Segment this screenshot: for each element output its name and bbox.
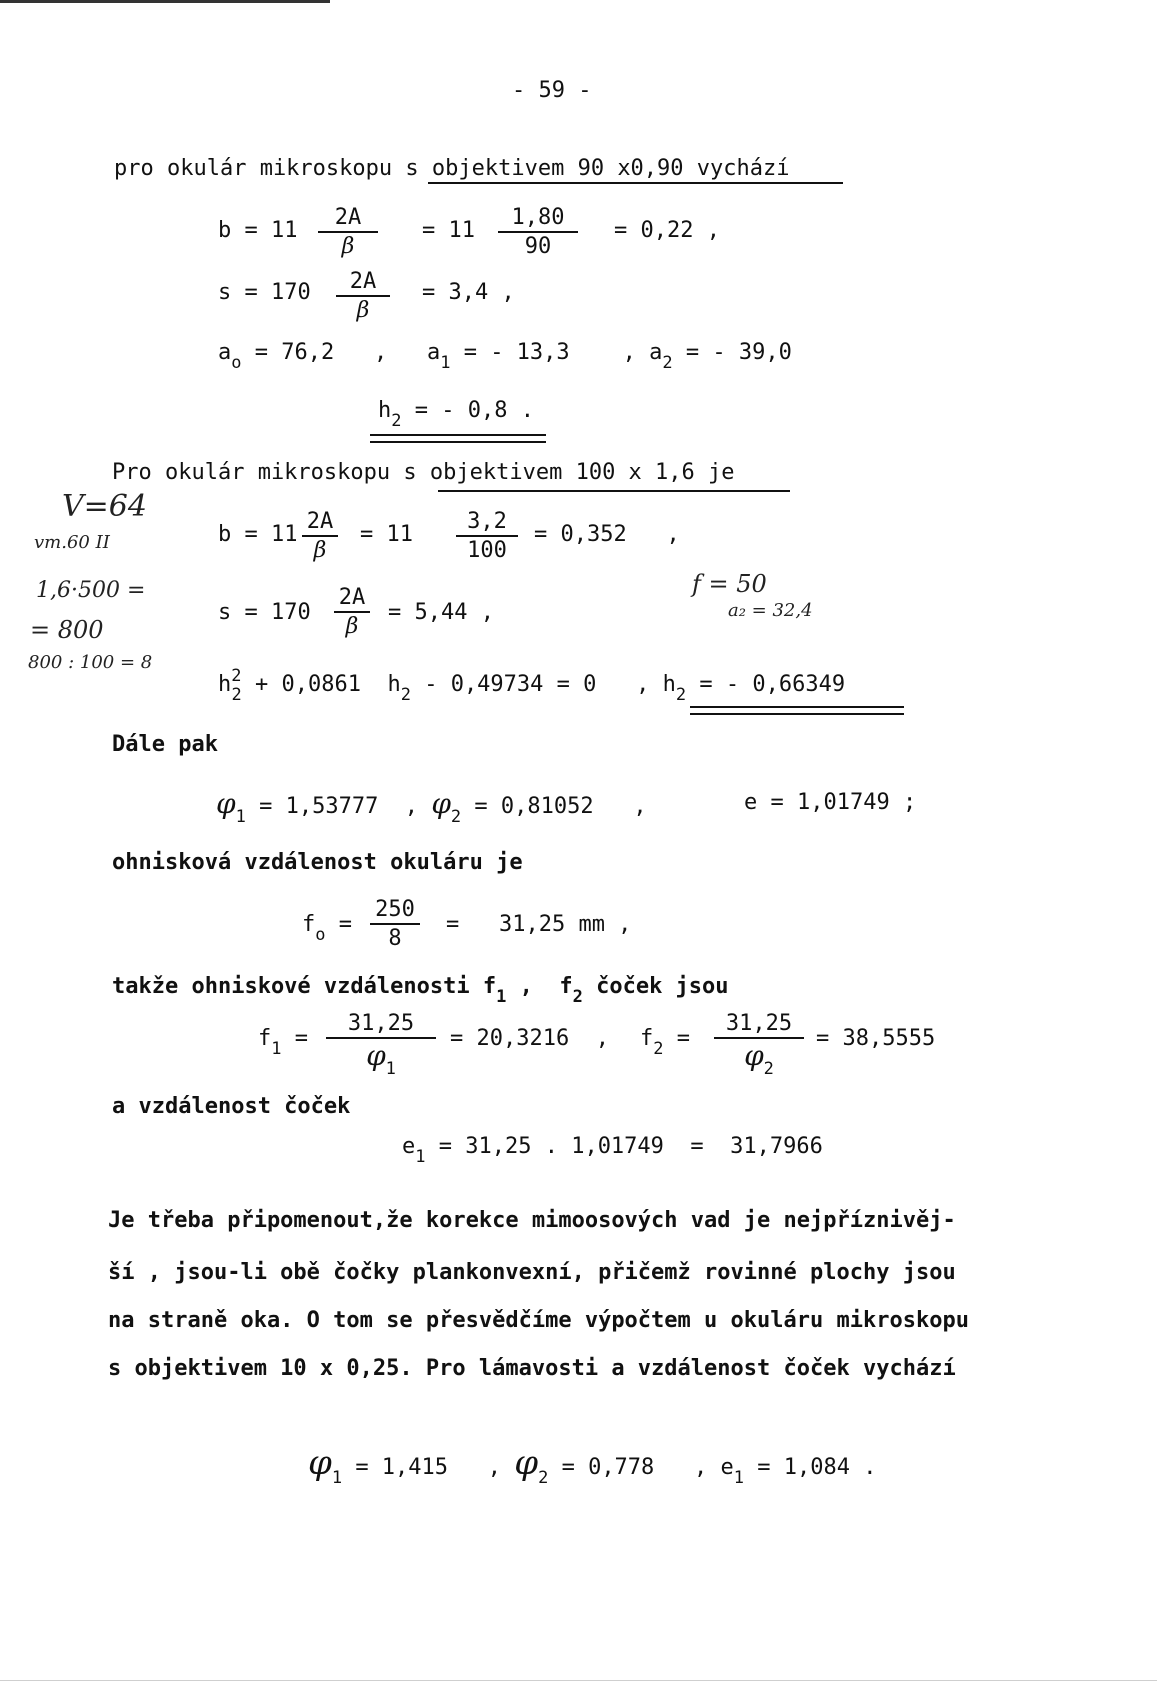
handwritten-line2: = 800 [30, 616, 104, 644]
phi2-sub: 2 [450, 807, 462, 827]
frac-bar [302, 535, 338, 537]
e1-val: = 1,084 . [757, 1455, 877, 1480]
frac-num: 2A [334, 205, 362, 230]
e-sub: 1 [415, 1147, 426, 1167]
a2-val: = - 39,0 [685, 340, 792, 365]
f1-sub: 1 [271, 1039, 282, 1059]
h2-result [378, 398, 534, 431]
a2: a [649, 340, 663, 365]
h2-underline-1 [690, 706, 904, 708]
phi2-sub: 2 [538, 1468, 549, 1488]
fraction-250-8 [370, 898, 420, 950]
h-val: = - 0,8 . [414, 398, 534, 423]
a-equations [218, 340, 792, 373]
s-lhs: s = 170 [218, 280, 311, 305]
handwritten-f-note: f = 50 [692, 570, 767, 598]
a1-sub: 1 [440, 353, 451, 373]
frac-bar [318, 231, 378, 233]
e-val: = 31,25 . 1,01749 = 31,7966 [438, 1134, 823, 1159]
a0-val: = 76,2 , [254, 340, 388, 365]
b-rhs: = 0,352 , [534, 522, 680, 547]
phi-values [216, 787, 647, 827]
frac-num: 2A [349, 269, 377, 294]
phi1-sub: 1 [331, 1468, 343, 1488]
h-sup: 2 [231, 666, 242, 686]
vzdalenost-label: a vzdálenost čoček [112, 1094, 351, 1119]
h2-val: = - 0,66349 [699, 672, 846, 697]
handwritten-line1: 1,6·500 = [36, 578, 146, 603]
e-value: e = 1,01749 ; [744, 790, 917, 815]
frac-den: 90 [524, 234, 552, 260]
frac-num: 1,80 [511, 205, 565, 230]
phi1-sub: 1 [235, 807, 246, 827]
h2-underline-2 [690, 713, 904, 715]
f2-rhs: = 38,5555 [816, 1026, 936, 1051]
ohnisk-label: ohnisková vzdálenost okuláru je [112, 850, 523, 875]
a0-sub: o [231, 353, 242, 373]
s-rhs: = 5,44 , [388, 600, 494, 625]
phi2-val: = 0,778 , [561, 1455, 708, 1480]
sub1: 1 [496, 987, 507, 1007]
fraction-2a-beta [302, 510, 338, 562]
e: e [402, 1134, 416, 1159]
frac-den: 8 [388, 926, 402, 952]
h-sub: 2 [391, 411, 402, 431]
h-sub: 2 [231, 685, 242, 705]
e1-equation [402, 1134, 823, 1167]
b-mid: = 11 [422, 218, 475, 243]
h2-underline-1 [370, 434, 546, 436]
handwritten-line3: 800 : 100 = 8 [28, 652, 153, 673]
phi-sub: 2 [763, 1059, 774, 1080]
b-rhs: = 0,22 , [614, 218, 720, 243]
frac-den: 100 [467, 538, 507, 564]
a1-val: = - 13,3 , [463, 340, 636, 365]
frac-den [326, 1039, 436, 1080]
scan-edge-bottom [0, 1680, 1157, 1681]
frac-num: 250 [375, 897, 415, 922]
phi-sub: 1 [385, 1059, 396, 1080]
frac-num: 3,2 [467, 509, 507, 534]
dale-label: Dále pak [112, 732, 218, 757]
h: h [378, 398, 392, 423]
b-lhs: b = 11 [218, 218, 298, 243]
fo-symbol: $f_o$ = [302, 912, 352, 945]
paragraph-line-2: ší , jsou-li obě čočky plankonvexní, přičemž rovinné plochy jsou [108, 1260, 956, 1285]
fraction-32-100 [456, 510, 518, 562]
frac-num: 31,25 [347, 1011, 415, 1036]
fraction-f1 [326, 1011, 436, 1080]
takze-text: takže ohniskové vzdálenosti f [112, 974, 497, 999]
phi2-val: = 0,81052 , [474, 794, 647, 819]
fo-rhs: = 31,25 mm , [446, 912, 632, 937]
b-lhs: b = 11 [218, 522, 298, 547]
frac-den: β [341, 234, 355, 260]
fraction-2a-beta [318, 206, 378, 258]
handwritten-v: V=64 [62, 489, 147, 524]
frac-bar [336, 295, 390, 297]
h-mid: + 0,0861 h [255, 672, 401, 697]
frac-bar [370, 923, 420, 925]
h-rhs: - 0,49734 = 0 , [424, 672, 650, 697]
frac-bar [456, 535, 518, 537]
f2-sub: 2 [653, 1039, 664, 1059]
intro-underline [428, 182, 843, 184]
h2-underline-2 [370, 441, 546, 443]
h2-sub: 2 [675, 685, 687, 705]
frac-den: β [313, 538, 327, 564]
section2-intro: Pro okulár mikroskopu s objektivem 100 x 1,6 je [112, 460, 735, 485]
f-sub: o [315, 925, 326, 945]
paragraph-line-3: na straně oka. O tom se přesvědčíme výpočtem u okuláru mikroskopu [108, 1308, 969, 1333]
f1: f [258, 1026, 272, 1051]
phi1: φ [216, 787, 236, 820]
phi2: φ [514, 1443, 539, 1483]
handwritten-a-note: a₂ = 32,4 [728, 600, 813, 621]
paragraph-line-1: Je třeba připomenout,že korekce mimoosových vad je nejpříznivěj- [108, 1208, 956, 1233]
fraction-2a-beta [336, 270, 390, 322]
phi1-val: = 1,415 , [355, 1455, 502, 1480]
handwritten-v-note: vm.60 II [34, 532, 110, 553]
phi1: φ [308, 1443, 332, 1483]
frac-num: 2A [338, 585, 366, 610]
frac-den [714, 1039, 804, 1080]
frac-bar [498, 231, 578, 233]
section1-intro: pro okulár mikroskopu s objektivem 90 x0,90 vychází [114, 156, 790, 181]
f1-rhs: = 20,3216 , [450, 1026, 609, 1051]
s-rhs: = 3,4 , [422, 280, 515, 305]
e1-sub: 1 [733, 1468, 745, 1488]
s-lhs: s = 170 [218, 600, 311, 625]
section2-h-equation [218, 666, 846, 705]
intro2-underline [438, 490, 790, 492]
phi: φ [366, 1039, 386, 1073]
a2-sub: 2 [662, 353, 673, 373]
h-mid-sub: 2 [400, 685, 411, 705]
fraction-f2 [714, 1011, 804, 1080]
frac-bar [334, 611, 370, 613]
phi2: φ [431, 787, 451, 820]
final-values [308, 1443, 877, 1488]
page-number: - 59 - [512, 78, 592, 103]
frac-num: 31,25 [725, 1011, 793, 1036]
takze-mid: , f [506, 974, 573, 999]
h: h [218, 672, 232, 697]
b-mid: = 11 [360, 522, 413, 547]
fraction-2a-beta [334, 586, 370, 638]
takze-end: čoček jsou [582, 974, 729, 999]
frac-den: β [345, 614, 359, 640]
f: f [302, 912, 316, 937]
takze-label [112, 974, 729, 1007]
a0: a [218, 340, 232, 365]
f1-symbol: $f_1$ = [258, 1026, 308, 1059]
e1: e [720, 1455, 734, 1480]
frac-num: 2A [306, 509, 334, 534]
frac-den: β [356, 298, 370, 324]
scan-edge-top [0, 0, 330, 3]
f2: f [640, 1026, 654, 1051]
phi1-val: = 1,53777 , [259, 794, 419, 819]
h2: h [662, 672, 676, 697]
sub2: 2 [572, 987, 583, 1007]
fraction-180-90 [498, 206, 578, 258]
a1: a [426, 340, 441, 365]
paragraph-line-4: s objektivem 10 x 0,25. Pro lámavosti a vzdálenost čoček vychází [108, 1356, 956, 1381]
f2-symbol: $f_2$ = [640, 1026, 690, 1059]
phi: φ [744, 1039, 764, 1073]
